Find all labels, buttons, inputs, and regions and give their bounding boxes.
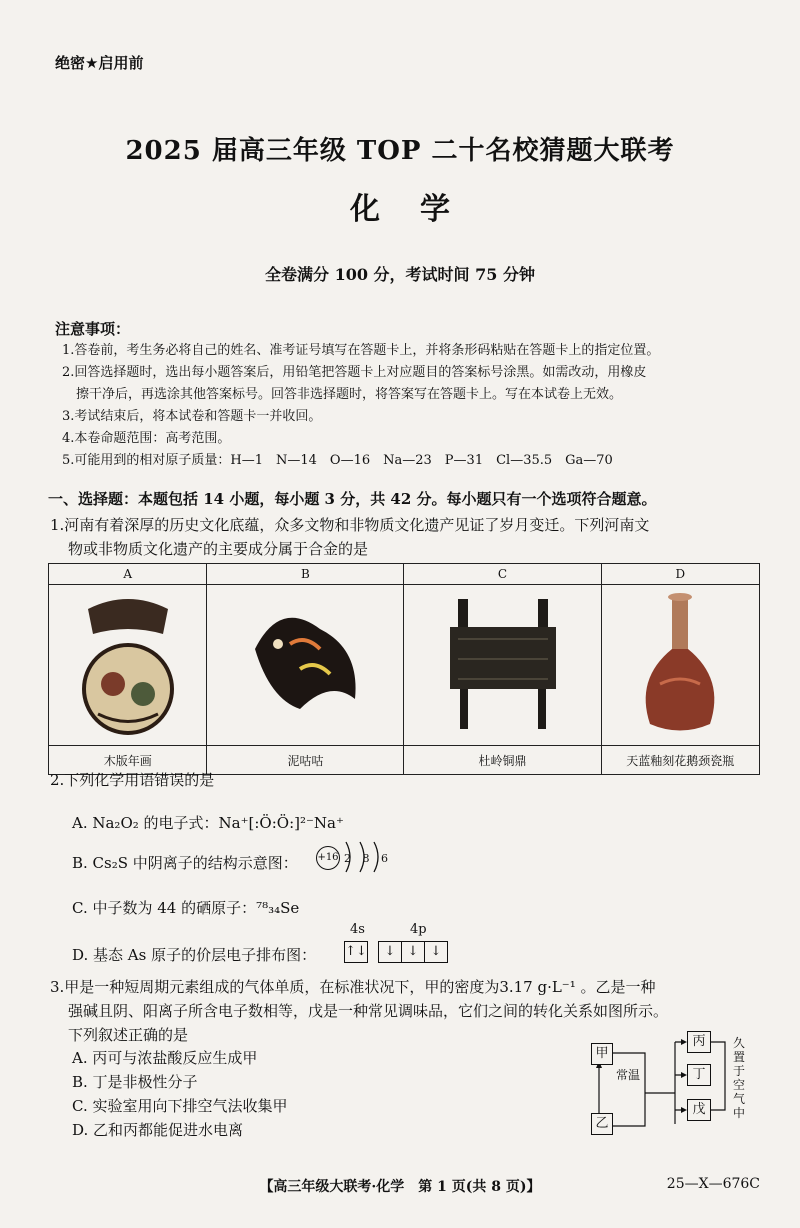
notice-list (62, 340, 762, 472)
confidential-label: 绝密★启用前 (55, 54, 144, 72)
exam-title: 2025 届高三年级 TOP 二十名校猜题大联考 (125, 136, 675, 166)
section-heading: 一、选择题：本题包括 14 小题，每小题 3 分，共 42 分。每小题只有一个选项符合题意。 (48, 490, 657, 508)
species-ding: 丁 (687, 1064, 711, 1086)
q2-option-a: A. Na₂O₂ 的电子式：Na⁺[:Ö:Ö:]²⁻Na⁺ (72, 814, 344, 832)
q1-line2: 物或非物质文化遗产的主要成分属于合金的是 (68, 540, 369, 558)
q1-line1: 1.河南有着深厚的历史文化底蕴，众多文物和非物质文化遗产见证了岁月变迁。下列河南文 (50, 516, 650, 534)
q3-line2: 强碱且阴、阳离子所含电子数相等，戊是一种常见调味品，它们之间的转化关系如图所示。 (68, 1002, 669, 1020)
orbital-label-4p: 4p (410, 922, 427, 937)
subject-title: 化学 (350, 192, 490, 227)
orbital-box-4s: ↑↓ (344, 941, 368, 963)
caption: 天蓝釉刻花鹅颈瓷瓶 (601, 746, 759, 775)
caption: 木版年画 (49, 746, 207, 775)
q3-option-c: C. 实验室用向下排空气法收集甲 (72, 1097, 288, 1115)
species-bing: 丙 (687, 1031, 711, 1053)
q3-option-b: B. 丁是非极性分子 (72, 1073, 198, 1091)
electron-shell-counts: 2 8 6 (344, 852, 392, 865)
exam-info: 全卷满分 100 分，考试时间 75 分钟 (265, 265, 535, 284)
orbital-label-4s: 4s (350, 922, 365, 937)
orbital-box-4p: ↓ (378, 941, 402, 963)
caption: 杜岭铜鼎 (404, 746, 601, 775)
woodblock-print-icon (68, 589, 188, 739)
q2-option-b: B. Cs₂S 中阴离子的结构示意图： (72, 854, 298, 872)
clay-bird-icon (230, 589, 380, 739)
orbital-box-4p: ↓ (425, 941, 448, 963)
q2-stem: 2.下列化学用语错误的是 (50, 771, 215, 789)
q3-option-d: D. 乙和丙都能促进水电离 (72, 1121, 244, 1139)
nucleus-symbol: +16 (316, 846, 340, 870)
paper-code: 25—X—676C (666, 1176, 760, 1192)
porcelain-vase-image (601, 585, 759, 746)
notice-item: 擦干净后，再选涂其他答案标号。回答非选择题时，将答案写在答题卡上。写在本试卷上无效。 (76, 387, 623, 402)
q3-line3: 下列叙述正确的是 (68, 1026, 189, 1044)
species-jia: 甲 (591, 1043, 613, 1065)
species-yi: 乙 (591, 1113, 613, 1135)
q2-option-d: D. 基态 As 原子的价层电子排布图： (72, 946, 317, 964)
notice-item: 2.回答选择题时，选出每小题答案后，用铅笔把答题卡上对应题目的答案标号涂黑。如需改动，用橡皮 (62, 365, 647, 380)
orbital-box-4p: ↓ (402, 941, 425, 963)
option-letter: D (601, 564, 759, 585)
bronze-ding-image (404, 585, 601, 746)
relic-table (48, 563, 760, 775)
notice-item: 4.本卷命题范围：高考范围。 (62, 431, 231, 446)
q2-option-c: C. 中子数为 44 的硒原子：⁷⁸₃₄Se (72, 899, 300, 917)
notice-heading: 注意事项： (55, 320, 131, 338)
option-letter: B (207, 564, 404, 585)
orbital-diagram (344, 941, 448, 963)
page-footer: 【高三年级大联考·化学 第 1 页(共 8 页)】 (259, 1179, 541, 1195)
notice-item: 3.考试结束后，将本试卷和答题卡一并收回。 (62, 409, 322, 424)
notice-item: 5.可能用到的相对原子质量：H—1 N—14 O—16 Na—23 P—31 Cl—35.5 Ga—70 (62, 453, 613, 468)
option-letter: C (404, 564, 601, 585)
notice-item: 1.答卷前，考生务必将自己的姓名、准考证号填写在答题卡上，并将条形码粘贴在答题卡上的指定位置。 (62, 343, 660, 358)
option-letter: A (49, 564, 207, 585)
bronze-ding-icon (428, 589, 578, 739)
air-exposure-note: 久置于空气中 (733, 1036, 746, 1120)
condition-label: 常温 (616, 1068, 641, 1082)
q3-line1: 3.甲是一种短周期元素组成的气体单质，在标准状况下，甲的密度为3.17 g·L⁻¹ 。乙是一种 (50, 978, 656, 996)
vase-icon (620, 589, 740, 739)
species-wu: 戊 (687, 1099, 711, 1121)
q3-option-a: A. 丙可与浓盐酸反应生成甲 (72, 1049, 258, 1067)
clay-whistle-image (207, 585, 404, 746)
woodblock-print-image (49, 585, 207, 746)
caption: 泥咕咕 (207, 746, 404, 775)
